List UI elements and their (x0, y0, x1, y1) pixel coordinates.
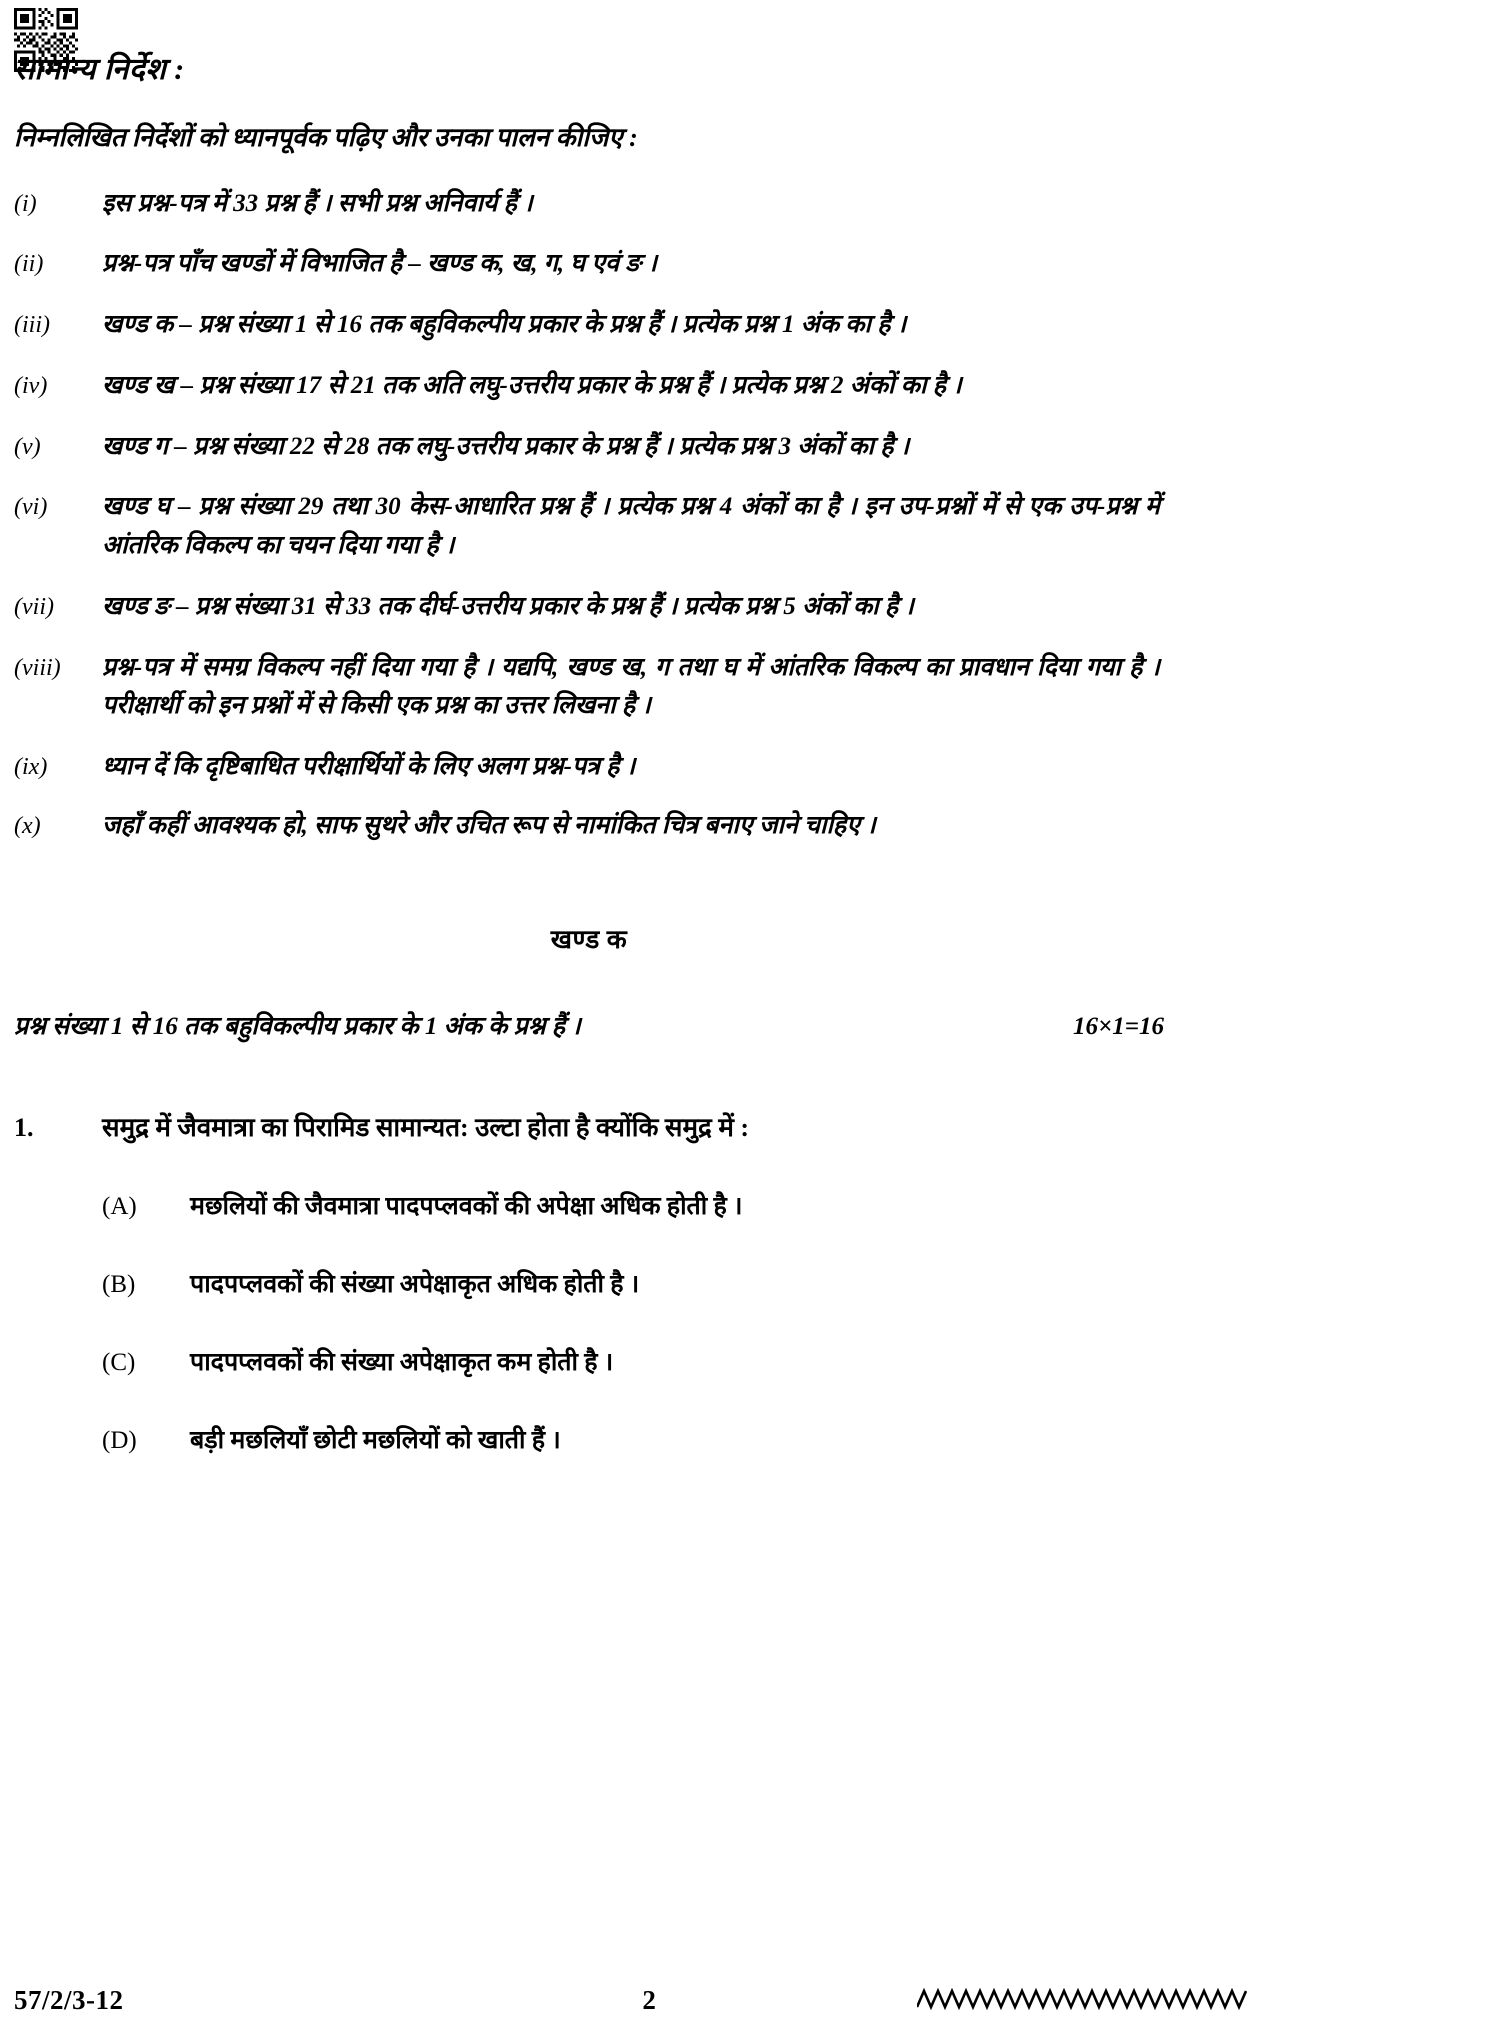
option-text: मछलियों की जैवमात्रा पादपप्लवकों की अपेक्षा अधिक होती है । (190, 1192, 743, 1220)
instructions-lead-line: निम्नलिखित निर्देशों को ध्यानपूर्वक पढ़िए और उनका पालन कीजिए : (14, 123, 638, 152)
option-label: (D) (102, 1427, 137, 1455)
instruction-number: (iii) (14, 312, 50, 338)
option-label: (B) (102, 1270, 136, 1298)
instruction-text: प्रश्न-पत्र पाँच खण्डों में विभाजित है – खण्ड क, ख, ग, घ एवं ङ । (102, 250, 657, 278)
paper-code: 57/2/3-12 (14, 1984, 124, 2015)
question-1-option-a[interactable] (14, 1189, 1164, 1225)
section-marks-value: 16×1=16 (1073, 1012, 1164, 1040)
instruction-number: (i) (14, 190, 37, 217)
instruction-number: (x) (14, 812, 41, 839)
zigzag-line-icon (797, 1987, 1491, 2013)
instruction-text: प्रश्न-पत्र में समग्र विकल्प नहीं दिया गया है । यद्यपि, खण्ड ख, ग तथा घ में आंतरिक विकल्प का प्रावधान दिया गया है । परीक्षार्थी को इन प्रश्नों में से किसी एक प्रश्न का उत्तर लिखना है । (102, 653, 1160, 720)
question-1-option-c[interactable] (14, 1345, 1164, 1381)
instruction-text: खण्ड ग – प्रश्न संख्या 22 से 28 तक लघु-उत्तरीय प्रकार के प्रश्न हैं । प्रत्येक प्रश्न 3 अंकों का है । (102, 432, 910, 460)
instruction-number: (ii) (14, 251, 44, 278)
instruction-text: खण्ड ङ – प्रश्न संख्या 31 से 33 तक दीर्घ-उत्तरीय प्रकार के प्रश्न हैं । प्रत्येक प्रश्न 5 अंकों का है । (102, 592, 914, 620)
option-text: पादपप्लवकों की संख्या अपेक्षाकृत कम होती है । (190, 1349, 614, 1376)
instruction-number: (vi) (14, 494, 48, 521)
section-marks-description: प्रश्न संख्या 1 से 16 तक बहुविकल्पीय प्रकार के 1 अंक के प्रश्न हैं । (14, 1012, 581, 1040)
instruction-item-x (14, 807, 1164, 846)
question-text: समुद्र में जैवमात्रा का पिरामिड सामान्यत: उल्टा होता है क्योंकि समुद्र में : (102, 1112, 750, 1142)
instruction-number: (ix) (14, 754, 48, 780)
instruction-item-ix (14, 748, 1164, 787)
instruction-text: खण्ड घ – प्रश्न संख्या 29 तथा 30 केस-आधारित प्रश्न हैं । प्रत्येक प्रश्न 4 अंकों का है । इन उप-प्रश्नों में से एक उप-प्रश्न में आंतरिक विकल्प का चयन दिया गया है । (102, 493, 1160, 559)
instruction-text: ध्यान दें कि दृष्टिबाधित परीक्षार्थियों के लिए अलग प्रश्न-पत्र है । (102, 753, 636, 780)
page-number: 2 (642, 1984, 656, 2015)
page-content (14, 52, 1164, 1460)
option-label: (C) (102, 1349, 136, 1376)
instruction-item-iii (14, 306, 1164, 345)
general-instructions-heading: सामान्य निर्देश : (14, 53, 185, 86)
instruction-text: खण्ड क – प्रश्न संख्या 1 से 16 तक बहुविकल्पीय प्रकार के प्रश्न हैं । प्रत्येक प्रश्न 1 अंक का है । (102, 311, 907, 338)
page-footer (14, 1980, 1491, 2020)
question-1-option-d[interactable] (14, 1423, 1164, 1459)
instruction-number: (iv) (14, 372, 48, 399)
instruction-item-vi (14, 488, 1164, 566)
section-marks-row (14, 1008, 1164, 1042)
instruction-item-i (14, 185, 1164, 224)
section-title-khand-ka: खण्ड क (550, 924, 628, 954)
instruction-text: खण्ड ख – प्रश्न संख्या 17 से 21 तक अति लघु-उत्तरीय प्रकार के प्रश्न हैं । प्रत्येक प्रश्न 2 अंकों का है । (102, 371, 962, 399)
option-label: (A) (102, 1192, 137, 1220)
instruction-item-v (14, 428, 1164, 467)
instruction-item-ii (14, 245, 1164, 284)
instruction-number: (v) (14, 433, 41, 460)
instruction-text: जहाँ कहीं आवश्यक हो, साफ सुथरे और उचित रूप से नामांकित चित्र बनाए जाने चाहिए । (102, 811, 876, 839)
question-1-option-b[interactable] (14, 1267, 1164, 1303)
instruction-item-viii (14, 649, 1164, 727)
option-text: बड़ी मछलियाँ छोटी मछलियों को खाती हैं । (190, 1427, 561, 1455)
instruction-item-iv (14, 367, 1164, 406)
instruction-item-vii (14, 588, 1164, 627)
instruction-number: (vii) (14, 593, 54, 620)
instruction-number: (viii) (14, 654, 61, 681)
question-number: 1. (14, 1112, 34, 1142)
instruction-text: इस प्रश्न-पत्र में 33 प्रश्न हैं । सभी प्रश्न अनिवार्य हैं । (102, 189, 533, 217)
question-1 (14, 1108, 1164, 1147)
option-text: पादपप्लवकों की संख्या अपेक्षाकृत अधिक होती है । (190, 1270, 640, 1298)
